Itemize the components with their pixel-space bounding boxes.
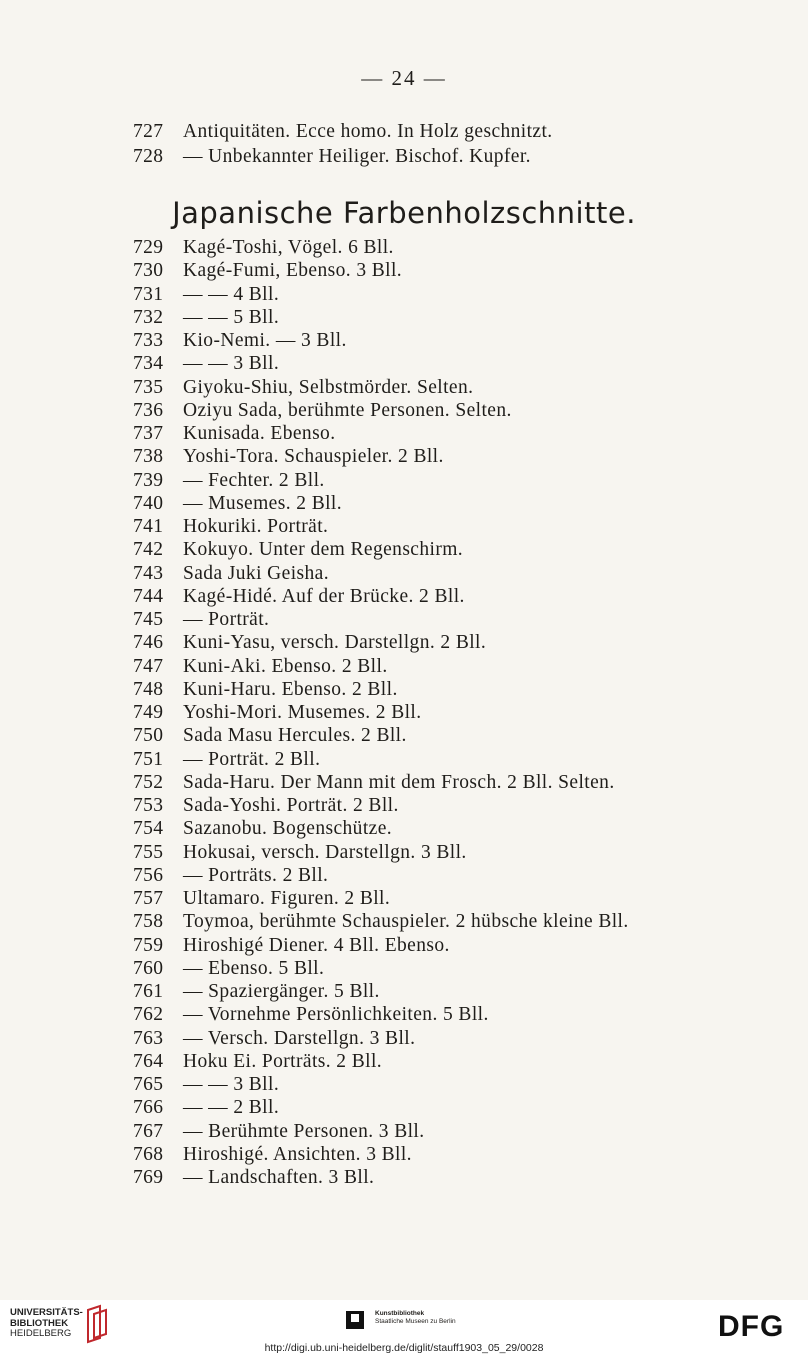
entry-text: Sada-Yoshi. Porträt. 2 Bll. xyxy=(183,795,399,816)
catalog-entry xyxy=(133,424,783,444)
catalog-entry xyxy=(133,564,783,584)
catalog-entry xyxy=(133,238,783,258)
catalog-entry xyxy=(133,982,783,1002)
entry-text: Kio-Nemi. — 3 Bll. xyxy=(183,330,347,351)
entry-number: 750 xyxy=(133,725,164,746)
entry-text: — Landschaften. 3 Bll. xyxy=(183,1167,375,1188)
catalog-entry xyxy=(133,610,783,630)
catalog-entry xyxy=(133,912,783,932)
university-line: UNIVERSITÄTS- xyxy=(10,1307,83,1318)
entry-text: Hokuriki. Porträt. xyxy=(183,516,329,537)
catalog-entry xyxy=(133,1075,783,1095)
entry-text: Sada-Haru. Der Mann mit dem Frosch. 2 Bll. Selten. xyxy=(183,772,615,793)
entry-text: — Spaziergänger. 5 Bll. xyxy=(183,981,380,1002)
entry-text: Yoshi-Tora. Schauspieler. 2 Bll. xyxy=(183,446,444,467)
entry-text: — — 4 Bll. xyxy=(183,284,280,305)
catalog-entry xyxy=(133,1168,783,1188)
catalog-entry xyxy=(133,1122,783,1142)
entry-number: 742 xyxy=(133,539,164,560)
entry-text: — — 3 Bll. xyxy=(183,353,280,374)
catalog-entry xyxy=(133,936,783,956)
entry-number: 734 xyxy=(133,353,164,374)
entry-number: 731 xyxy=(133,284,164,305)
entry-number: 732 xyxy=(133,307,164,328)
entry-number: 763 xyxy=(133,1028,164,1049)
entry-text: Hokusai, versch. Darstellgn. 3 Bll. xyxy=(183,842,467,863)
catalog-entry xyxy=(133,378,783,398)
catalog-entry xyxy=(133,471,783,491)
catalog-entry xyxy=(133,889,783,909)
entry-number: 769 xyxy=(133,1167,164,1188)
entry-text: Sada Masu Hercules. 2 Bll. xyxy=(183,725,407,746)
entry-number: 766 xyxy=(133,1097,164,1118)
catalog-entry xyxy=(133,633,783,653)
catalog-entry xyxy=(133,726,783,746)
entry-text: Kokuyo. Unter dem Regenschirm. xyxy=(183,539,464,560)
entry-number: 745 xyxy=(133,609,164,630)
entry-number: 738 xyxy=(133,446,164,467)
catalog-entry xyxy=(133,308,783,328)
entry-number: 752 xyxy=(133,772,164,793)
entry-text: Toymoa, berühmte Schauspieler. 2 hübsche kleine Bll. xyxy=(183,911,629,932)
catalog-entry xyxy=(133,261,783,281)
entry-text: Kagé-Hidé. Auf der Brücke. 2 Bll. xyxy=(183,586,465,607)
catalog-entry xyxy=(133,1052,783,1072)
catalog-entry xyxy=(133,147,783,167)
entry-number: 746 xyxy=(133,632,164,653)
university-line: BIBLIOTHEK xyxy=(10,1317,69,1329)
entry-number: 748 xyxy=(133,679,164,700)
entry-text: Hoku Ei. Porträts. 2 Bll. xyxy=(183,1051,383,1072)
entry-number: 753 xyxy=(133,795,164,816)
entry-text: — Musemes. 2 Bll. xyxy=(183,493,343,514)
university-logo-icon xyxy=(82,1304,112,1344)
source-url[interactable]: http://digi.ub.uni-heidelberg.de/diglit/stauff1903_05_29/0028 xyxy=(264,1342,544,1354)
entry-text: — Berühmte Personen. 3 Bll. xyxy=(183,1121,425,1142)
entry-number: 729 xyxy=(133,237,164,258)
entry-number: 739 xyxy=(133,470,164,491)
entry-number: 740 xyxy=(133,493,164,514)
entry-number: 728 xyxy=(133,146,164,167)
catalog-entry xyxy=(133,959,783,979)
university-line: HEIDELBERG xyxy=(10,1328,72,1339)
catalog-entry xyxy=(133,447,783,467)
entry-text: — — 3 Bll. xyxy=(183,1074,280,1095)
catalog-entry xyxy=(133,1145,783,1165)
entry-number: 736 xyxy=(133,400,164,421)
entry-text: Kagé-Fumi, Ebenso. 3 Bll. xyxy=(183,260,403,281)
kunstbibliothek-title: Kunstbibliothek xyxy=(375,1310,425,1317)
catalog-entry xyxy=(133,680,783,700)
entry-text: Sada Juki Geisha. xyxy=(183,563,329,584)
entry-text: Oziyu Sada, berühmte Personen. Selten. xyxy=(183,400,512,421)
catalog-entry xyxy=(133,843,783,863)
entry-text: Kagé-Toshi, Vögel. 6 Bll. xyxy=(183,237,394,258)
entry-text: Kunisada. Ebenso. xyxy=(183,423,336,444)
catalog-entry xyxy=(133,122,783,142)
entry-text: — — 2 Bll. xyxy=(183,1097,280,1118)
entry-number: 759 xyxy=(133,935,164,956)
entry-text: — — 5 Bll. xyxy=(183,307,280,328)
entry-text: — Unbekannter Heiliger. Bischof. Kupfer. xyxy=(183,146,531,167)
dfg-logo: DFG xyxy=(718,1310,785,1343)
entry-text: Yoshi-Mori. Musemes. 2 Bll. xyxy=(183,702,422,723)
university-library-name xyxy=(10,1308,83,1340)
entry-number: 758 xyxy=(133,911,164,932)
entry-text: Giyoku-Shiu, Selbstmörder. Selten. xyxy=(183,377,474,398)
entry-text: — Vornehme Persönlichkeiten. 5 Bll. xyxy=(183,1004,489,1025)
catalog-entry xyxy=(133,494,783,514)
entry-number: 744 xyxy=(133,586,164,607)
footer xyxy=(0,1300,808,1358)
entry-number: 767 xyxy=(133,1121,164,1142)
entry-number: 749 xyxy=(133,702,164,723)
entry-number: 764 xyxy=(133,1051,164,1072)
entry-text: — Porträts. 2 Bll. xyxy=(183,865,329,886)
entry-number: 756 xyxy=(133,865,164,886)
catalog-entry xyxy=(133,587,783,607)
catalog-entry xyxy=(133,285,783,305)
entry-text: Kuni-Haru. Ebenso. 2 Bll. xyxy=(183,679,398,700)
section-title: Japanische Farbenholzschnitte. xyxy=(172,196,636,230)
kunstbibliothek-logo-icon xyxy=(344,1309,366,1331)
entry-number: 735 xyxy=(133,377,164,398)
entry-number: 755 xyxy=(133,842,164,863)
entry-text: Kuni-Aki. Ebenso. 2 Bll. xyxy=(183,656,388,677)
catalog-entry xyxy=(133,331,783,351)
page-number: — 24 — xyxy=(361,66,447,90)
catalog-entry xyxy=(133,1005,783,1025)
entry-number: 754 xyxy=(133,818,164,839)
catalog-entry xyxy=(133,866,783,886)
entry-number: 733 xyxy=(133,330,164,351)
catalog-entry xyxy=(133,540,783,560)
entry-text: Hiroshigé. Ansichten. 3 Bll. xyxy=(183,1144,412,1165)
catalog-entry xyxy=(133,1029,783,1049)
entry-number: 737 xyxy=(133,423,164,444)
entry-number: 743 xyxy=(133,563,164,584)
entry-text: — Fechter. 2 Bll. xyxy=(183,470,325,491)
entry-number: 768 xyxy=(133,1144,164,1165)
entry-number: 727 xyxy=(133,121,164,142)
entry-text: — Versch. Darstellgn. 3 Bll. xyxy=(183,1028,416,1049)
entry-number: 761 xyxy=(133,981,164,1002)
catalog-entry xyxy=(133,354,783,374)
catalog-entry xyxy=(133,1098,783,1118)
entry-number: 751 xyxy=(133,749,164,770)
entry-text: — Ebenso. 5 Bll. xyxy=(183,958,325,979)
entry-text: Antiquitäten. Ecce homo. In Holz geschnitzt. xyxy=(183,121,553,142)
entry-text: Kuni-Yasu, versch. Darstellgn. 2 Bll. xyxy=(183,632,487,653)
kunstbibliothek-credit xyxy=(375,1310,456,1326)
entry-text: Hiroshigé Diener. 4 Bll. Ebenso. xyxy=(183,935,450,956)
catalog-entry xyxy=(133,750,783,770)
entry-text: Ultamaro. Figuren. 2 Bll. xyxy=(183,888,391,909)
entry-text: — Porträt. 2 Bll. xyxy=(183,749,321,770)
kunstbibliothek-subtitle: Staatliche Museen zu Berlin xyxy=(375,1318,456,1325)
catalog-entry xyxy=(133,517,783,537)
entry-number: 762 xyxy=(133,1004,164,1025)
entry-text: Sazanobu. Bogenschütze. xyxy=(183,818,393,839)
entry-number: 760 xyxy=(133,958,164,979)
catalog-entry xyxy=(133,703,783,723)
entry-number: 747 xyxy=(133,656,164,677)
entry-number: 765 xyxy=(133,1074,164,1095)
catalog-entry xyxy=(133,773,783,793)
catalog-entry xyxy=(133,796,783,816)
entry-number: 730 xyxy=(133,260,164,281)
entry-number: 757 xyxy=(133,888,164,909)
entry-number: 741 xyxy=(133,516,164,537)
entry-text: — Porträt. xyxy=(183,609,270,630)
catalog-entry xyxy=(133,401,783,421)
catalog-entry xyxy=(133,819,783,839)
catalog-entry xyxy=(133,657,783,677)
